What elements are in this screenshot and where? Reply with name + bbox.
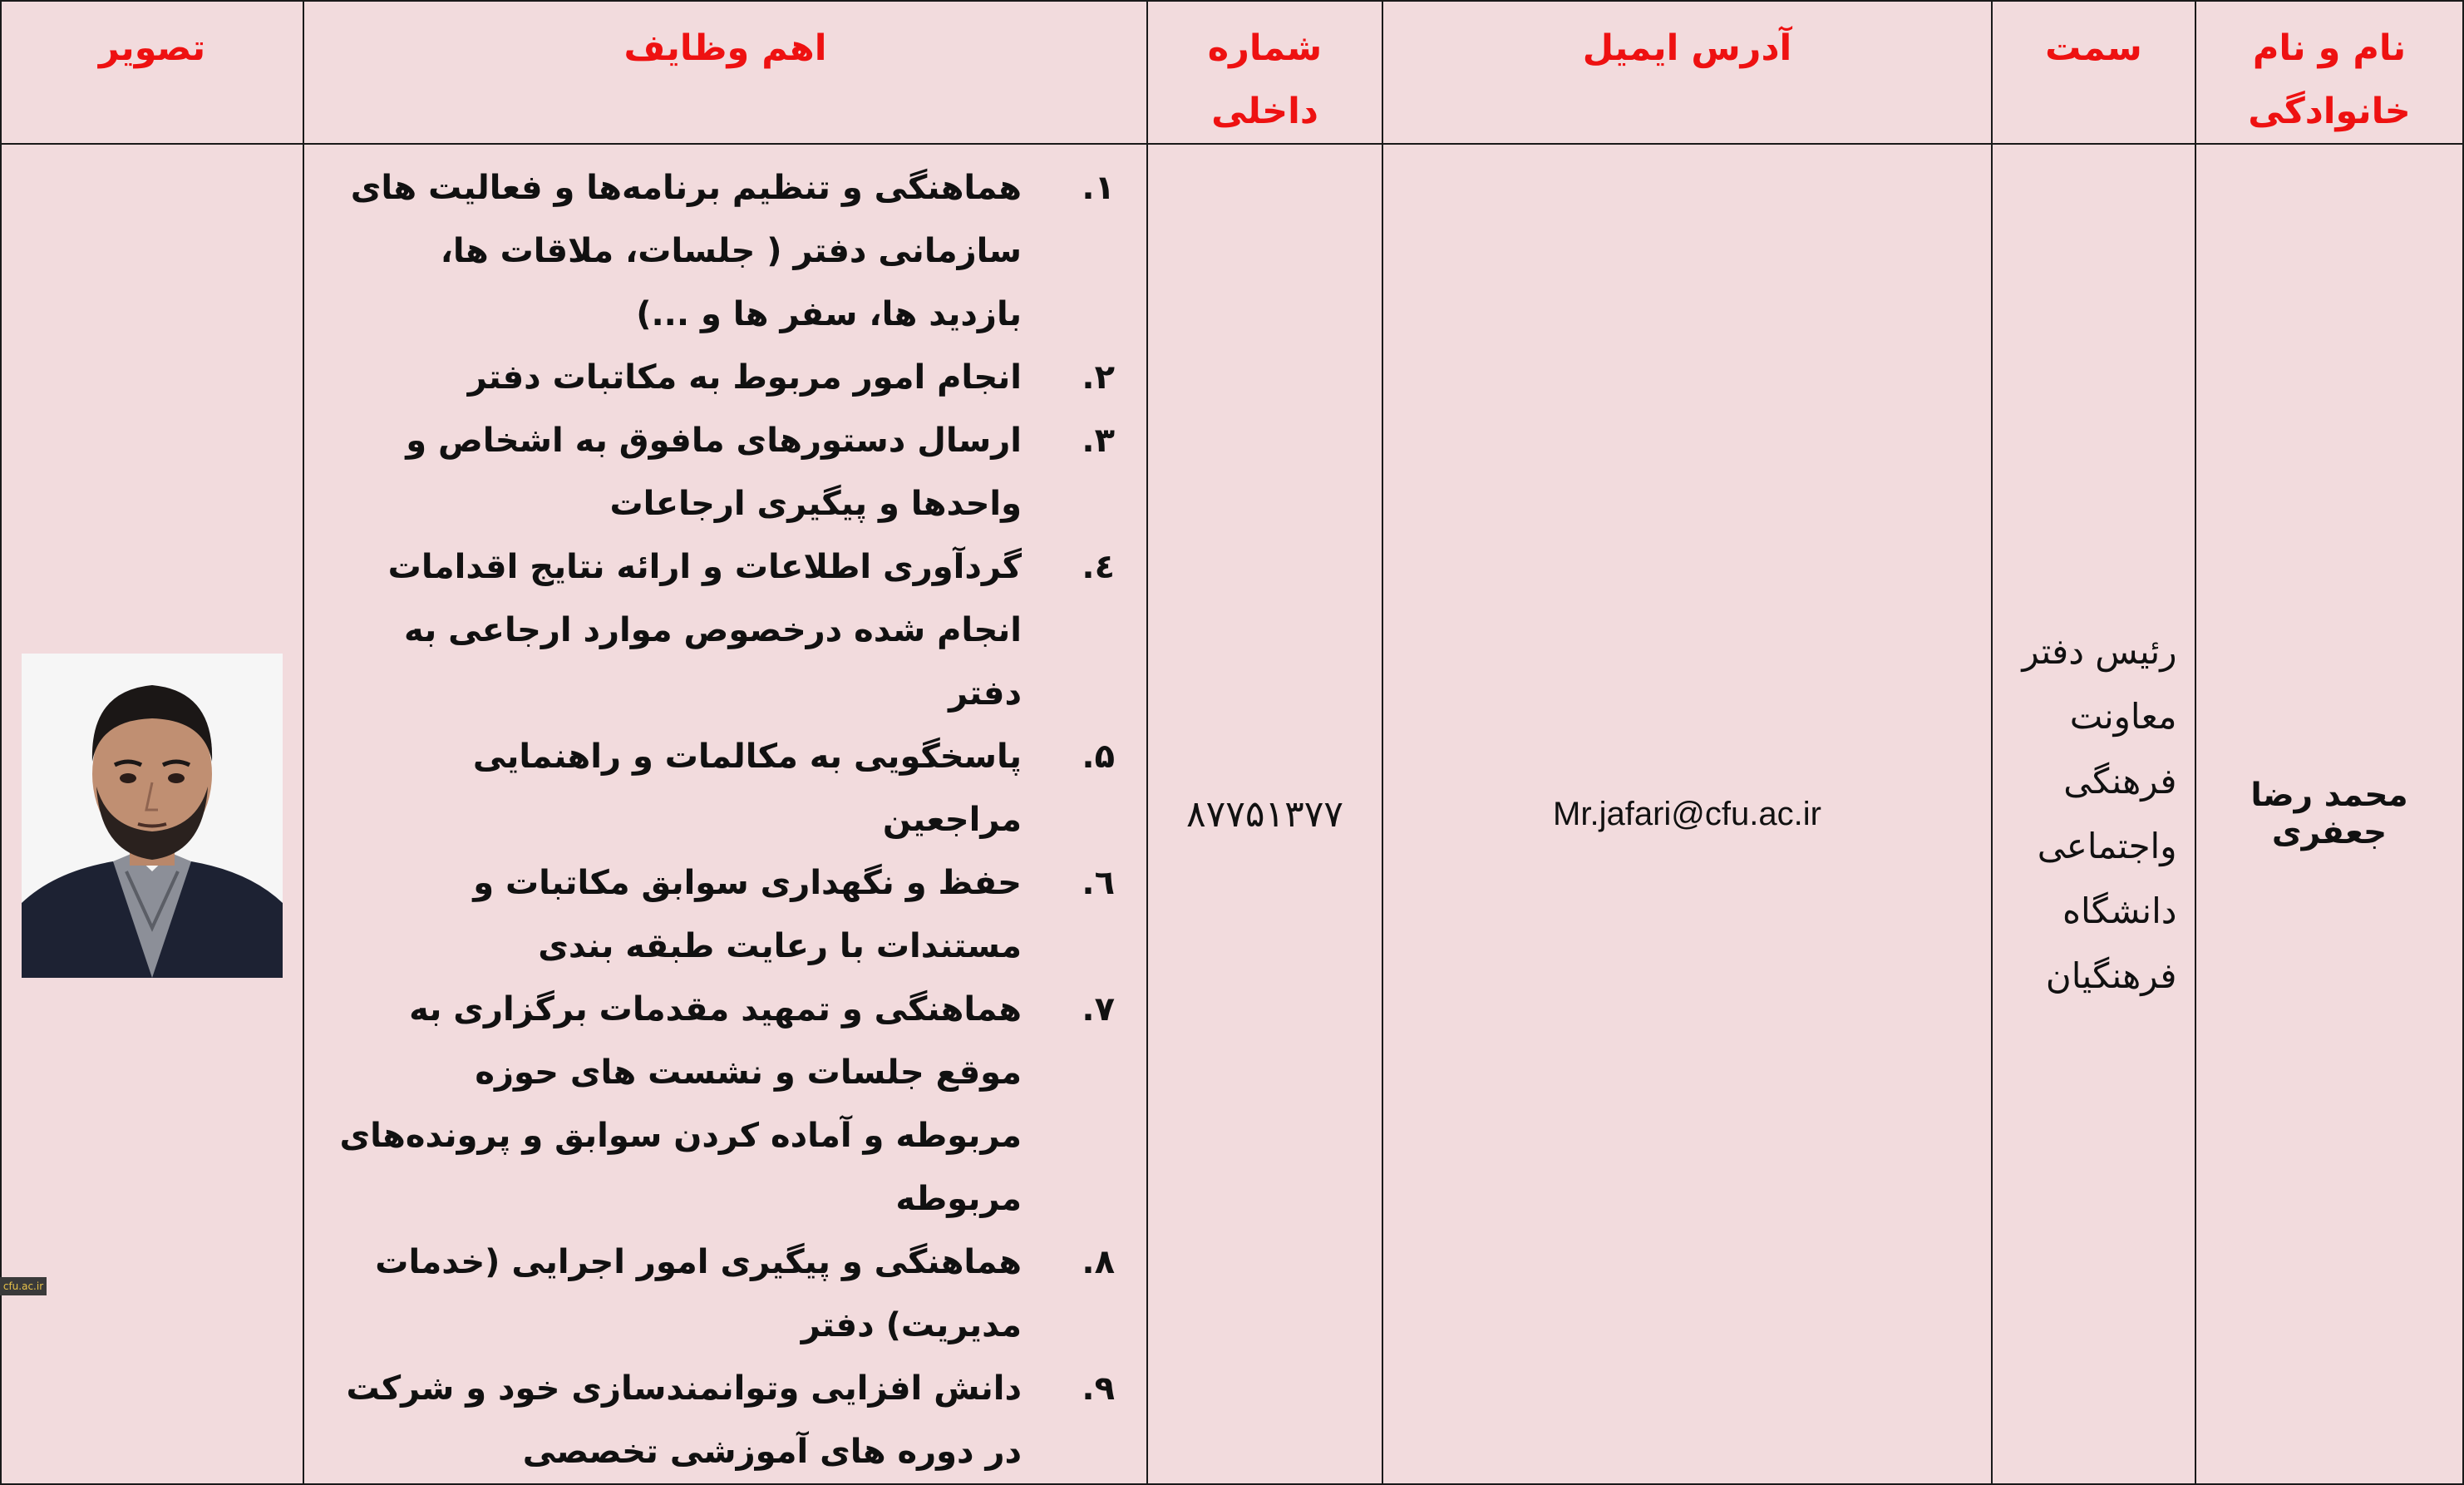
duty-text: انجام امور مربوط به مکاتبات دفتر xyxy=(467,358,1022,397)
duty-number: ۸. xyxy=(1082,1243,1115,1281)
person-email[interactable]: Mr.jafari@cfu.ac.ir xyxy=(1382,144,1992,1484)
duty-number: ٦. xyxy=(1082,864,1115,902)
header-photo: تصویر xyxy=(1,1,303,144)
duty-item xyxy=(338,346,1115,409)
person-role-cell xyxy=(1992,144,2195,1484)
duty-text: حفظ و نگهداری سوابق مکاتبات و مستندات با رعایت طبقه بندی xyxy=(473,864,1022,965)
duty-item xyxy=(338,725,1115,851)
duty-text: هماهنگی و پیگیری امور اجرایی (خدمات مدیریت) دفتر xyxy=(375,1243,1022,1344)
duty-text: هماهنگی و تنظیم برنامه‌ها و فعالیت های سازمانی دفتر ( جلسات، ملاقات ها، بازدید ها، سفر ها و ...) xyxy=(350,169,1022,333)
person-row xyxy=(1,144,2463,1484)
header-email: آدرس ایمیل xyxy=(1382,1,1992,144)
header-row xyxy=(1,1,2463,144)
duty-text: دانش افزایی وتوانمندسازی خود و شرکت در دوره های آموزشی تخصصی xyxy=(346,1369,1022,1471)
header-name: نام و نام خانوادگی xyxy=(2195,1,2463,144)
person-role: رئیس دفتر معاونت فرهنگی واجتماعی دانشگاه فرهنگیان xyxy=(2022,631,2177,996)
header-duties: اهم وظایف xyxy=(303,1,1147,144)
duty-number: ۲. xyxy=(1082,358,1115,397)
duty-item xyxy=(338,1357,1115,1483)
site-watermark: cfu.ac.ir xyxy=(0,1277,47,1295)
duties-list xyxy=(304,145,1146,1483)
duty-item xyxy=(338,978,1115,1231)
duty-number: ۳. xyxy=(1082,422,1115,460)
duty-number: ٤. xyxy=(1082,548,1115,586)
duty-text: هماهنگی و تمهید مقدمات برگزاری به موقع جلسات و نشست های حوزه مربوطه و آماده کردن سوابق و پرونده‌های مربوطه xyxy=(339,990,1022,1218)
duty-text: گردآوری اطلاعات و ارائه نتایج اقدامات انجام شده درخصوص موارد ارجاعی به دفتر xyxy=(387,548,1022,713)
duty-number: ۷. xyxy=(1082,990,1115,1029)
duty-item xyxy=(338,409,1115,535)
duty-item xyxy=(338,851,1115,978)
duty-number: ۹. xyxy=(1082,1369,1115,1408)
person-name: محمد رضا جعفری xyxy=(2195,144,2463,1484)
duty-number: ۵. xyxy=(1082,738,1115,776)
duties-cell xyxy=(303,144,1147,1484)
duty-item xyxy=(338,535,1115,725)
duty-item xyxy=(338,156,1115,346)
person-photo xyxy=(22,654,283,978)
header-extension: شماره داخلی xyxy=(1147,1,1382,144)
duty-item xyxy=(338,1231,1115,1357)
duty-number: ۱. xyxy=(1082,169,1115,207)
header-role: سمت xyxy=(1992,1,2195,144)
person-extension: ۸۷۷۵۱۳۷۷ xyxy=(1147,144,1382,1484)
duty-text: ارسال دستورهای مافوق به اشخاص و واحدها و پیگیری ارجاعات xyxy=(406,422,1022,523)
duty-text: پاسخگویی به مکالمات و راهنمایی مراجعین xyxy=(472,738,1022,839)
portrait-image xyxy=(22,654,283,978)
